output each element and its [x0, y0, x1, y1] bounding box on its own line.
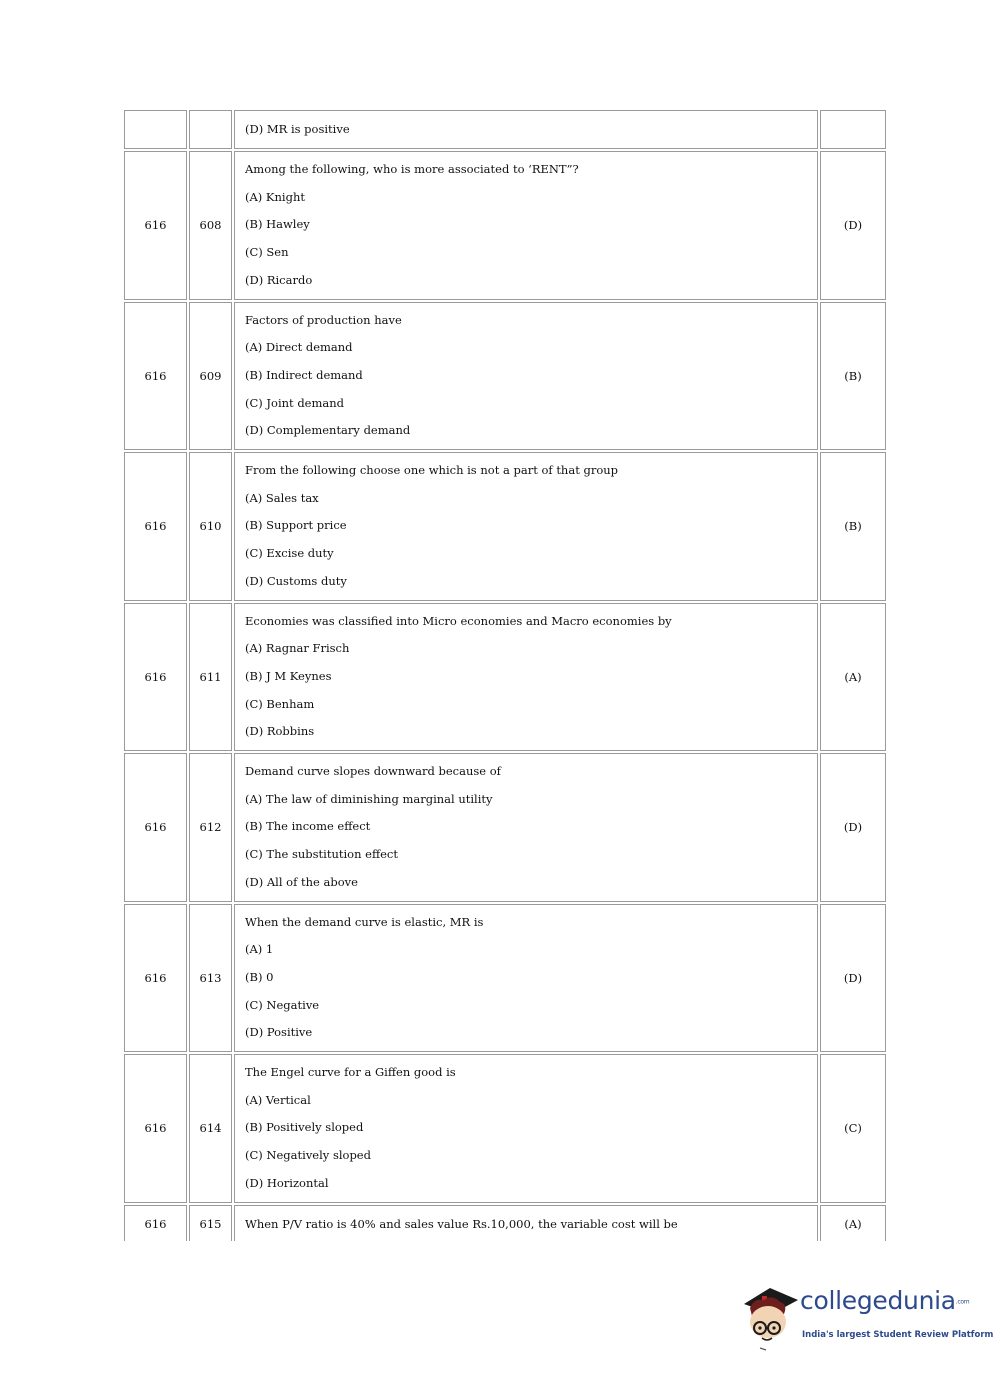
- answer-cell: (D): [820, 753, 886, 902]
- question-line: (D) All of the above: [245, 874, 358, 889]
- answer-cell: (D): [820, 151, 886, 300]
- question-line: (C) Excise duty: [245, 546, 334, 561]
- question-line: (A) Vertical: [245, 1092, 311, 1107]
- question-row: [124, 1205, 886, 1242]
- question-stem: Factors of production have: [245, 312, 402, 327]
- question-line: (C) Sen: [245, 245, 289, 260]
- question-row: [124, 1054, 886, 1203]
- question-line: (C) The substitution effect: [245, 847, 398, 862]
- question-stem: Economies was classified into Micro economies and Macro economies by: [245, 613, 672, 628]
- question-line: (D) Ricardo: [245, 272, 313, 287]
- question-line: (A) Knight: [245, 189, 305, 204]
- question-line: (B) Indirect demand: [245, 367, 363, 382]
- brand-tagline: India's largest Student Review Platform: [802, 1330, 994, 1340]
- answer-cell: (A): [820, 603, 886, 752]
- question-line: (B) Positively sloped: [245, 1120, 364, 1135]
- paper-code-cell: 616: [124, 904, 187, 1053]
- answer-cell: (B): [820, 302, 886, 451]
- paper-code-cell: 616: [124, 1054, 187, 1203]
- question-row: [124, 603, 886, 752]
- question-line: (B) Hawley: [245, 217, 310, 232]
- paper-code-cell: 616: [124, 452, 187, 601]
- question-row: [124, 452, 886, 601]
- question-row: [124, 904, 886, 1053]
- collegedunia-logo: [740, 1282, 994, 1352]
- question-line: (C) Joint demand: [245, 395, 345, 410]
- question-table-body: [124, 110, 886, 1241]
- question-line: (B) The income effect: [245, 819, 371, 834]
- mascot-icon: [740, 1282, 802, 1352]
- question-line: (A) Direct demand: [245, 340, 353, 355]
- question-number-cell: 611: [189, 603, 232, 752]
- question-text-cell: [234, 1205, 818, 1242]
- question-line: (D) Robbins: [245, 724, 315, 739]
- question-table-wrapper: [122, 110, 886, 1241]
- paper-code-cell: 616: [124, 151, 187, 300]
- question-line: (D) Positive: [245, 1025, 313, 1040]
- question-line: (A) Sales tax: [245, 490, 319, 505]
- question-line: (B) J M Keynes: [245, 668, 332, 683]
- question-line: (A) Ragnar Frisch: [245, 641, 350, 656]
- question-text-cell: [234, 753, 818, 902]
- question-row: [124, 753, 886, 902]
- question-text-cell: [234, 603, 818, 752]
- question-line: (A) 1: [245, 942, 274, 957]
- question-stem: Demand curve slopes downward because of: [245, 764, 501, 779]
- answer-cell: [820, 110, 886, 149]
- question-line: (D) Customs duty: [245, 573, 347, 588]
- question-line: (B) 0: [245, 969, 274, 984]
- question-number-cell: 609: [189, 302, 232, 451]
- question-text-cell: [234, 904, 818, 1053]
- question-line: (C) Negatively sloped: [245, 1148, 371, 1163]
- answer-cell: (C): [820, 1054, 886, 1203]
- answer-cell: (D): [820, 904, 886, 1053]
- question-line: (B) Support price: [245, 518, 347, 533]
- question-number-cell: 615: [189, 1205, 232, 1242]
- question-row: [124, 151, 886, 300]
- question-text-cell: [234, 302, 818, 451]
- question-line: (D) Complementary demand: [245, 423, 411, 438]
- question-number-cell: 608: [189, 151, 232, 300]
- paper-code-cell: 616: [124, 753, 187, 902]
- question-row: [124, 110, 886, 149]
- paper-code-cell: 616: [124, 603, 187, 752]
- question-number-cell: 610: [189, 452, 232, 601]
- question-number-cell: 614: [189, 1054, 232, 1203]
- question-text-cell: [234, 1054, 818, 1203]
- question-row: [124, 302, 886, 451]
- question-text-cell: [234, 110, 818, 149]
- question-number-cell: [189, 110, 232, 149]
- question-text-cell: [234, 452, 818, 601]
- question-number-cell: 612: [189, 753, 232, 902]
- question-line: (C) Benham: [245, 696, 315, 711]
- question-number-cell: 613: [189, 904, 232, 1053]
- question-stem: Among the following, who is more associated to ‘RENT”?: [245, 162, 579, 177]
- question-stem: When the demand curve is elastic, MR is: [245, 914, 484, 929]
- question-line: (C) Negative: [245, 997, 320, 1012]
- question-stem: The Engel curve for a Giffen good is: [245, 1065, 456, 1080]
- paper-code-cell: 616: [124, 302, 187, 451]
- question-table: [122, 110, 886, 1241]
- question-stem: From the following choose one which is not a part of that group: [245, 463, 619, 478]
- question-line: (D) Horizontal: [245, 1175, 329, 1190]
- answer-cell: (A): [820, 1205, 886, 1242]
- question-line: When P/V ratio is 40% and sales value Rs.10,000, the variable cost will be: [245, 1216, 678, 1231]
- paper-code-cell: 616: [124, 1205, 187, 1242]
- question-line: (A) The law of diminishing marginal utility: [245, 791, 493, 806]
- answer-cell: (B): [820, 452, 886, 601]
- question-text-cell: [234, 151, 818, 300]
- paper-code-cell: [124, 110, 187, 149]
- question-line: (D) MR is positive: [245, 121, 350, 136]
- brand-name: collegedunia.com: [800, 1286, 970, 1315]
